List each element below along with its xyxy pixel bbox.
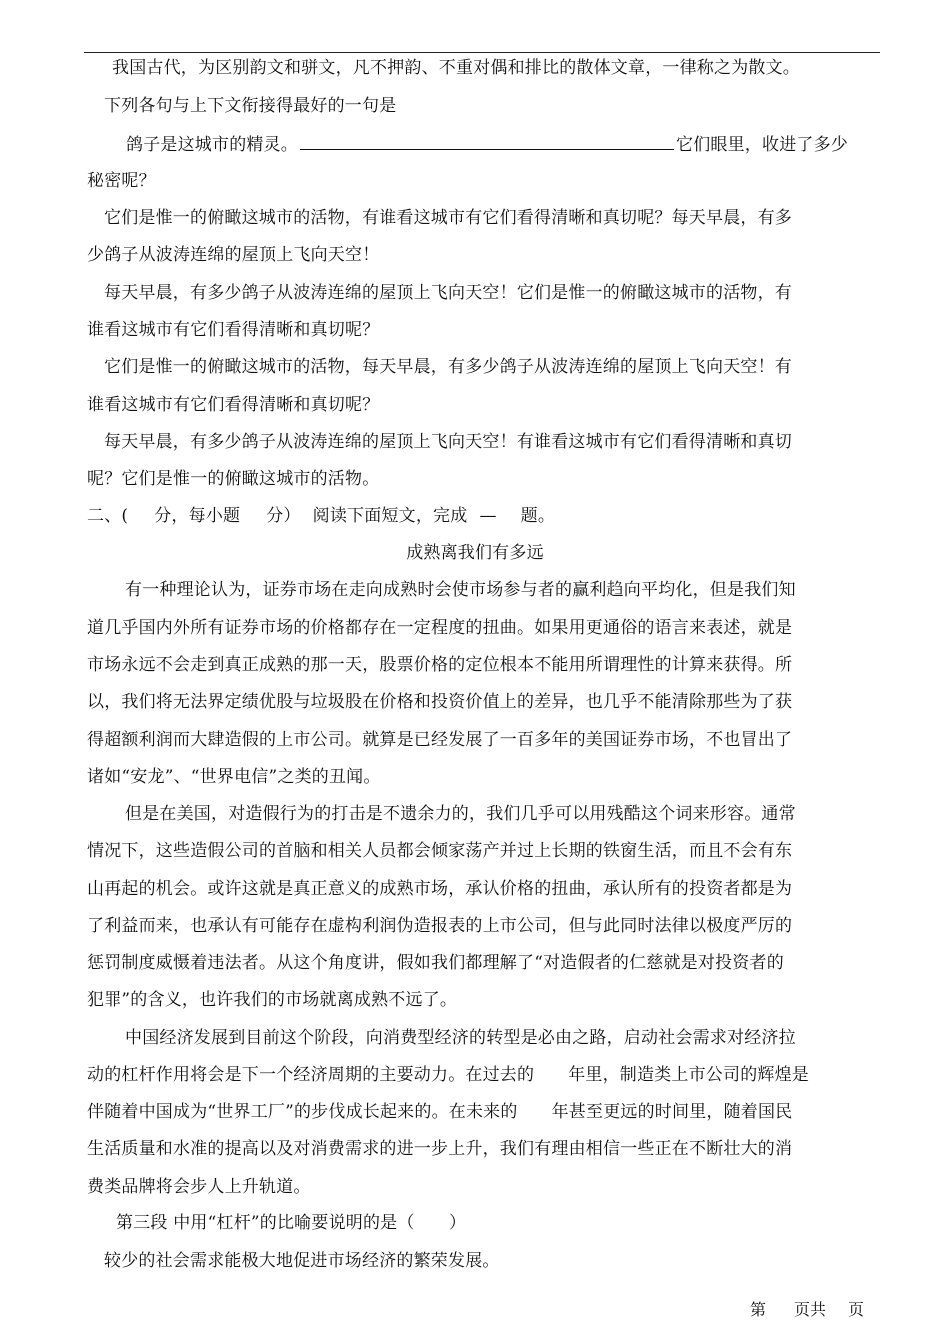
answer-blank[interactable] — [300, 131, 674, 150]
text-line: 秘密呢？ — [87, 171, 156, 191]
page-footer — [750, 1299, 864, 1321]
article-title: 成熟离我们有多远 — [406, 543, 544, 563]
score-unit: 分） — [266, 506, 301, 526]
option-c-line1: 它们是惟一的俯瞰这城市的活物，每天早晨，有多少鸽子从波涛连绵的屋顶上飞向天空！有 — [104, 357, 792, 377]
fill-blank-suffix: 它们眼里，收进了多少 — [676, 135, 848, 155]
fill-blank-prefix: 鸽子是这城市的精灵。 — [126, 135, 298, 155]
paragraph-2-line: 但是在美国，对造假行为的打击是不遗余力的，我们几乎可以用残酷这个词来形容。通常 — [125, 804, 796, 824]
paragraph-2-line: 惩罚制度威慑着违法者。从这个角度讲，假如我们都理解了“对造假者的仁慈就是对投资者的 — [87, 953, 784, 973]
option-d-line2: 呢？它们是惟一的俯瞰这城市的活物。 — [87, 469, 380, 489]
paragraph-3-line — [87, 1063, 809, 1087]
option-a-line1: 它们是惟一的俯瞰这城市的活物，有谁看这城市有它们看得清晰和真切呢？每天早晨，有多 — [104, 208, 792, 228]
paragraph-2-line: 犯罪”的含义，也许我们的市场就离成熟不远了。 — [87, 990, 458, 1010]
paragraph-3-text: 伴随着中国成为“世界工厂”的步伐成长起来的。在未来的 — [87, 1102, 518, 1122]
paragraph-3-line: 费类品牌将会步人上升轨道。 — [87, 1177, 311, 1197]
score-text: 分，每小题 — [154, 506, 241, 526]
question-1-option: 较少的社会需求能极大地促进市场经济的繁荣发展。 — [104, 1251, 500, 1271]
question-1: 第三段 中用“杠杆”的比喻要说明的是（ ） — [116, 1213, 467, 1233]
paragraph-3-text: 动的杠杆作用将会是下一个经济周期的主要动力。在过去的 — [87, 1065, 535, 1085]
section-number: 二、( — [87, 506, 129, 526]
paragraph-1-line: 以，我们将无法界定绩优股与垃圾股在价格和投资价值上的差异，也几乎不能清除那些为了获 — [87, 692, 793, 712]
range-dash: — — [479, 506, 497, 526]
option-c-line2: 谁看这城市有它们看得清晰和真切呢？ — [87, 395, 380, 415]
header-rule — [84, 52, 880, 53]
paragraph-1-line: 有一种理论认为，证券市场在走向成熟时会使市场参与者的赢利趋向平均化，但是我们知 — [125, 580, 796, 600]
question-stem: 下列各句与上下文衔接得最好的一句是 — [104, 96, 397, 116]
paragraph-1-line: 道几乎国内外所有证券市场的价格都存在一定程度的扭曲。如果用更通俗的语言来表述，就是 — [87, 618, 793, 638]
paragraph-3-text: 年里，制造类上市公司的辉煌是 — [568, 1065, 810, 1085]
page-total-label: 页共 — [794, 1300, 827, 1319]
paragraph-1-line: 得超额利润而大肆造假的上市公司。就算是已经发展了一百多年的美国证券市场，不也冒出了 — [87, 730, 793, 750]
fill-blank-line — [126, 131, 848, 157]
option-b-line1: 每天早晨，有多少鸽子从波涛连绵的屋顶上飞向天空！它们是惟一的俯瞰这城市的活物，有 — [104, 283, 792, 303]
paragraph-3-line — [87, 1100, 792, 1124]
option-b-line2: 谁看这城市有它们看得清晰和真切呢？ — [87, 320, 380, 340]
paragraph-3-text: 年甚至更远的时间里，随着国民 — [551, 1102, 793, 1122]
instruction-text: 阅读下面短文，完成 — [312, 506, 468, 526]
paragraph-3-line: 中国经济发展到目前这个阶段，向消费型经济的转型是必由之路，启动社会需求对经济拉 — [125, 1028, 796, 1048]
intro-sentence: 我国古代，为区别韵文和骈文，凡不押韵、不重对偶和排比的散体文章，一律称之为散文。 — [112, 58, 800, 78]
page-label: 第 — [750, 1300, 767, 1319]
paragraph-2-line: 了利益而来，也承认有可能存在虚构利润伪造报表的上市公司，但与此同时法律以极度严厉的 — [87, 916, 793, 936]
option-d-line1: 每天早晨，有多少鸽子从波涛连绵的屋顶上飞向天空！有谁看这城市有它们看得清晰和真切 — [104, 432, 792, 452]
paragraph-3-line: 生活质量和水准的提高以及对消费需求的进一步上升，我们有理由相信一些正在不断壮大的消 — [87, 1139, 793, 1159]
page-suffix: 页 — [848, 1300, 865, 1319]
option-a-line2: 少鸽子从波涛连绵的屋顶上飞向天空！ — [87, 245, 380, 265]
instruction-end: 题。 — [520, 506, 556, 526]
paragraph-2-line: 情况下，这些造假公司的首脑和相关人员都会倾家荡产并过上长期的铁窗生活，而且不会有东 — [87, 841, 793, 861]
paragraph-1-line: 诸如“安龙”、“世界电信”之类的丑闻。 — [87, 767, 381, 787]
paragraph-2-line: 山再起的机会。或许这就是真正意义的成熟市场，承认价格的扭曲，承认所有的投资者都是为 — [87, 879, 793, 899]
section-two-heading — [87, 504, 555, 528]
paragraph-1-line: 市场永远不会走到真正成熟的那一天，股票价格的定位根本不能用所谓理性的计算来获得。所 — [87, 655, 793, 675]
